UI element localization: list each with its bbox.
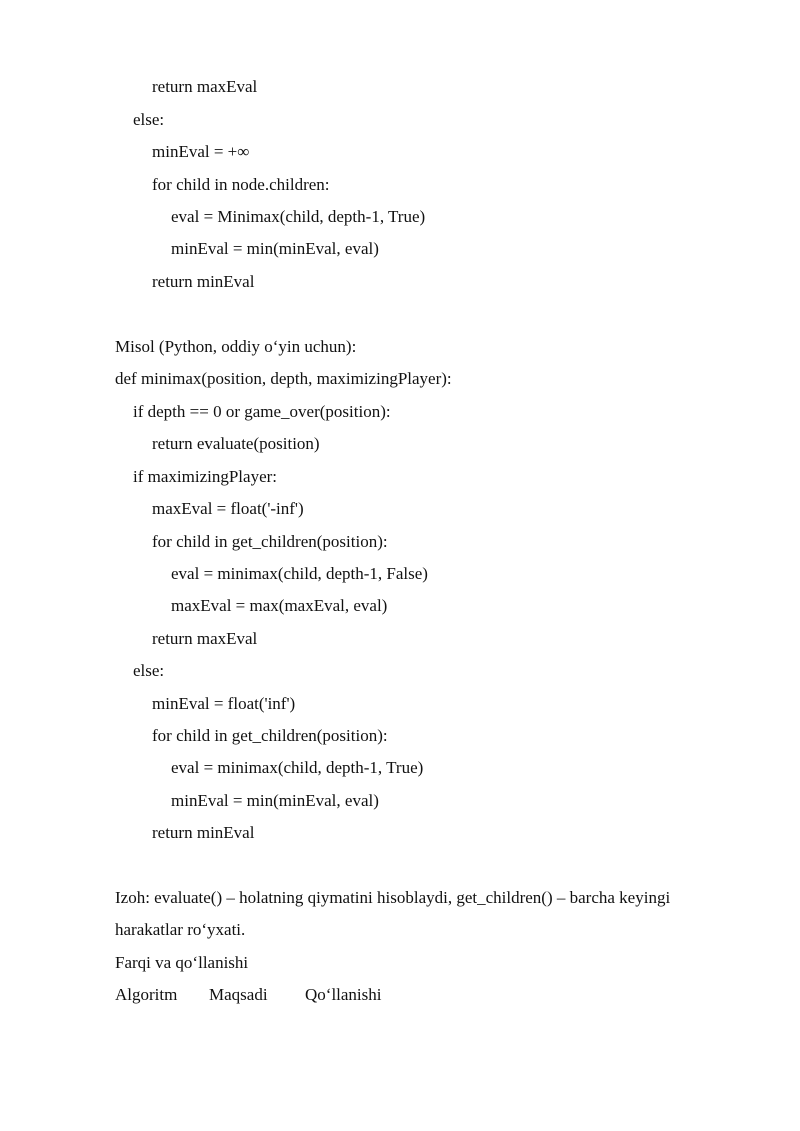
code-line: return evaluate(position) <box>152 434 320 453</box>
code-line: if maximizingPlayer: <box>133 467 277 486</box>
note-paragraph-line-1: Izoh: evaluate() – holatning qiymatini hisoblaydi, get_children() – barcha keyingi <box>115 888 671 907</box>
table-header-purpose: Maqsadi <box>209 985 268 1004</box>
example-heading: Misol (Python, oddiy o‘yin uchun): <box>115 337 357 356</box>
code-line: minEval = float('inf') <box>152 694 296 713</box>
code-line: eval = Minimax(child, depth-1, True) <box>171 207 426 226</box>
code-line: return maxEval <box>152 77 258 96</box>
code-line: if depth == 0 or game_over(position): <box>133 402 391 421</box>
code-line: minEval = min(minEval, eval) <box>171 239 379 258</box>
code-line: for child in node.children: <box>152 175 330 194</box>
code-line: return maxEval <box>152 629 258 648</box>
code-line: minEval = +∞ <box>152 142 250 161</box>
code-line: else: <box>133 110 165 129</box>
note-paragraph-line-2: harakatlar ro‘yxati. <box>115 920 246 939</box>
code-line: return minEval <box>152 823 255 842</box>
code-line: def minimax(position, depth, maximizingPlayer): <box>115 369 452 388</box>
code-line: eval = minimax(child, depth-1, True) <box>171 758 424 777</box>
section-heading: Farqi va qo‘llanishi <box>115 953 249 972</box>
code-line: eval = minimax(child, depth-1, False) <box>171 564 428 583</box>
code-line: maxEval = max(maxEval, eval) <box>171 596 388 615</box>
code-line: return minEval <box>152 272 255 291</box>
code-line: minEval = min(minEval, eval) <box>171 791 379 810</box>
code-line: maxEval = float('-inf') <box>152 499 304 518</box>
table-header-usage: Qo‘llanishi <box>305 985 382 1004</box>
table-header-algorithm: Algoritm <box>115 985 178 1004</box>
code-line: for child in get_children(position): <box>152 532 388 551</box>
code-line: for child in get_children(position): <box>152 726 388 745</box>
code-line: else: <box>133 661 165 680</box>
